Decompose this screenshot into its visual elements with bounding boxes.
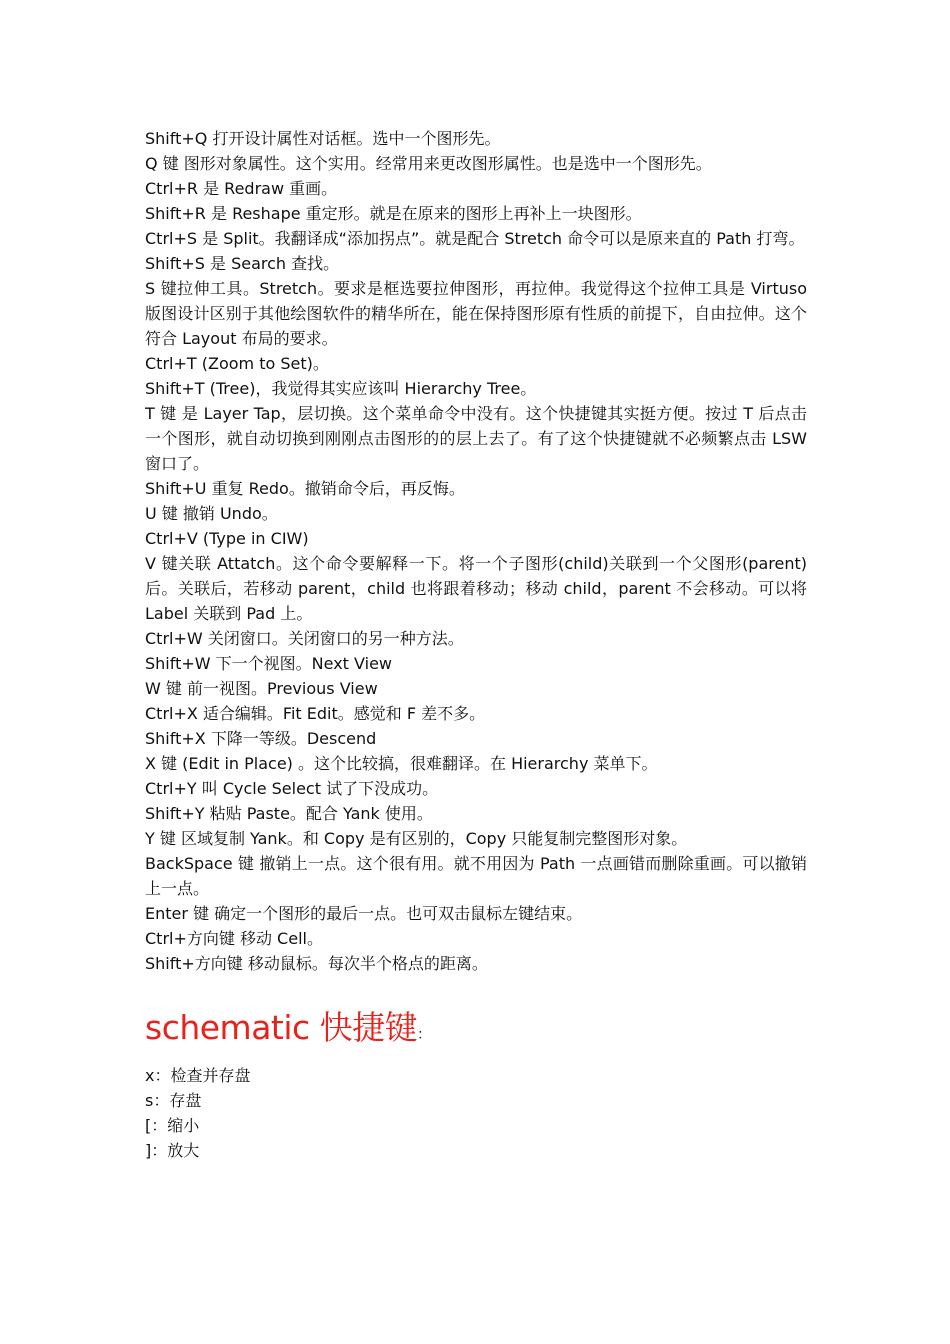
shortcut-line: Ctrl+Y 叫 Cycle Select 试了下没成功。: [145, 779, 439, 798]
shortcut-line: V 键关联 Attatch。这个命令要解释一下。将一个子图形(child)关联到一个父图形(parent)后。关联后，若移动 parent，child 也将跟着移动；移动 child，parent 不会移动。可以将 Label 关联到 Pad 上。: [145, 554, 807, 623]
shortcut-line: Enter 键 确定一个图形的最后一点。也可双击鼠标左键结束。: [145, 904, 583, 923]
shortcut-line: Shift+W 下一个视图。Next View: [145, 654, 393, 673]
shortcut-line: Shift+R 是 Reshape 重定形。就是在原来的图形上再补上一块图形。: [145, 204, 642, 223]
schematic-shortcut-item: x：检查并存盘: [145, 1066, 251, 1085]
schematic-shortcut-item: s：存盘: [145, 1091, 202, 1110]
shortcut-line: Ctrl+X 适合编辑。Fit Edit。感觉和 F 差不多。: [145, 704, 486, 723]
shortcut-line: S 键拉伸工具。Stretch。要求是框选要拉伸图形，再拉伸。我觉得这个拉伸工具是 Virtuso 版图设计区别于其他绘图软件的精华所在，能在保持图形原有性质的前提下，自由拉伸。这个符合 Layout 布局的要求。: [145, 279, 807, 348]
shortcut-line: BackSpace 键 撤销上一点。这个很有用。就不用因为 Path 一点画错而删除重画。可以撤销上一点。: [145, 854, 807, 898]
schematic-heading: [145, 1004, 807, 1059]
schematic-shortcut-item: [：缩小: [145, 1116, 200, 1135]
shortcut-line: Shift+T (Tree)，我觉得其实应该叫 Hierarchy Tree。: [145, 379, 537, 398]
schematic-heading-colon: ：: [417, 1027, 432, 1043]
shortcut-line: Shift+Q 打开设计属性对话框。选中一个图形先。: [145, 129, 501, 148]
shortcut-line: Ctrl+T (Zoom to Set)。: [145, 354, 329, 373]
shortcut-line: W 键 前一视图。Previous View: [145, 679, 378, 698]
document-page: [145, 126, 807, 1163]
shortcut-line: Ctrl+R 是 Redraw 重画。: [145, 179, 338, 198]
shortcut-line: T 键 是 Layer Tap，层切换。这个菜单命令中没有。这个快捷键其实挺方便。按过 T 后点击一个图形，就自动切换到刚刚点击图形的的层上去了。有了这个快捷键就不必频繁点击 LSW 窗口了。: [145, 404, 807, 473]
shortcut-line: Q 键 图形对象属性。这个实用。经常用来更改图形属性。也是选中一个图形先。: [145, 154, 712, 173]
shortcut-line: Ctrl+方向键 移动 Cell。: [145, 929, 323, 948]
schematic-heading-text: schematic 快捷键: [145, 1008, 418, 1047]
schematic-shortcut-item: ]：放大: [145, 1141, 200, 1160]
shortcut-line: Y 键 区域复制 Yank。和 Copy 是有区别的，Copy 只能复制完整图形对象。: [145, 829, 688, 848]
shortcut-line: Shift+X 下降一等级。Descend: [145, 729, 377, 748]
schematic-shortcut-list: [145, 1063, 807, 1163]
shortcut-line: U 键 撤销 Undo。: [145, 504, 278, 523]
shortcut-line: Shift+Y 粘贴 Paste。配合 Yank 使用。: [145, 804, 433, 823]
shortcut-line: Shift+方向键 移动鼠标。每次半个格点的距离。: [145, 954, 488, 973]
shortcut-line: Shift+S 是 Search 查找。: [145, 254, 340, 273]
shortcut-line: Ctrl+W 关闭窗口。关闭窗口的另一种方法。: [145, 629, 464, 648]
shortcut-line: Ctrl+V (Type in CIW): [145, 529, 309, 548]
shortcut-line: X 键 (Edit in Place) 。这个比较搞，很难翻译。在 Hierarchy 菜单下。: [145, 754, 658, 773]
shortcut-line: Ctrl+S 是 Split。我翻译成“添加拐点”。就是配合 Stretch 命令可以是原来直的 Path 打弯。: [145, 229, 805, 248]
shortcut-line: Shift+U 重复 Redo。撤销命令后，再反悔。: [145, 479, 465, 498]
